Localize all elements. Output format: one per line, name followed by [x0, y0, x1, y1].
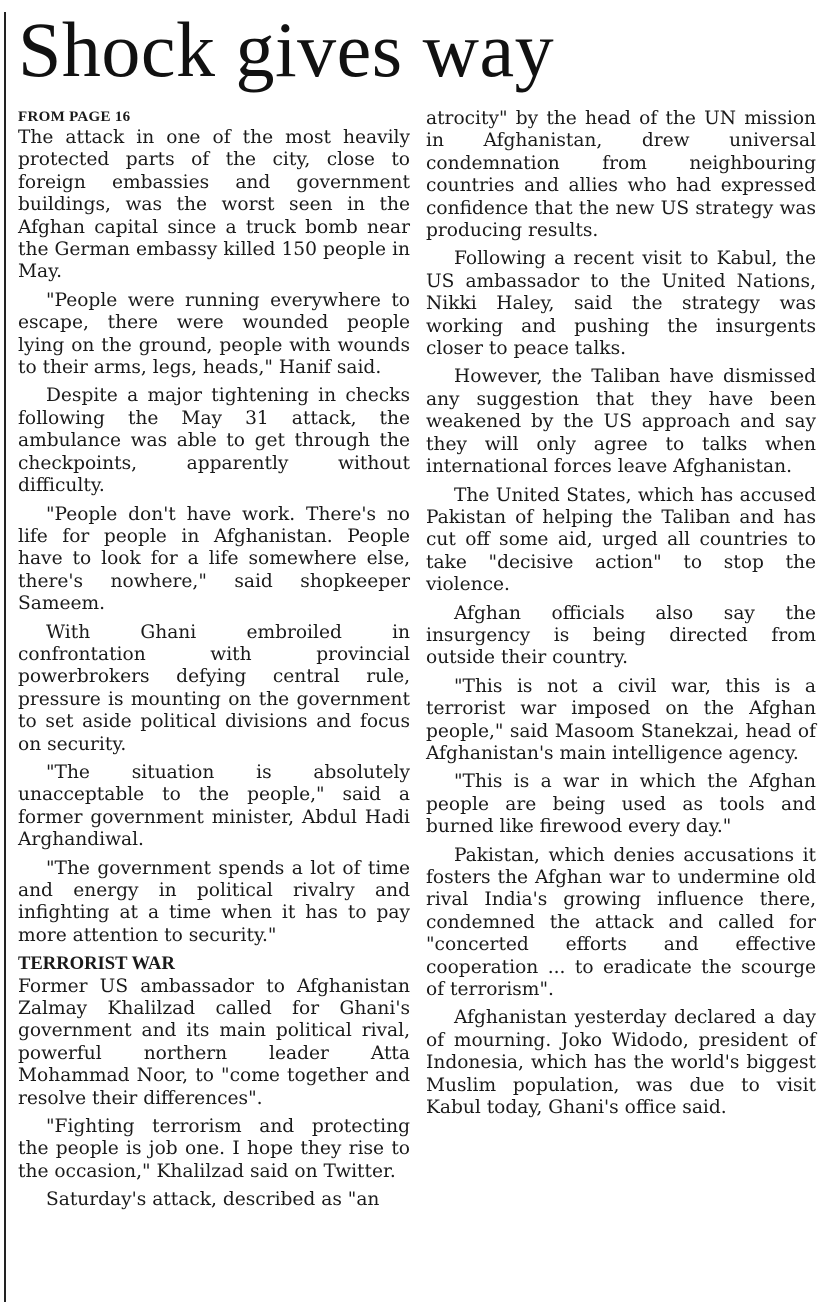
- paragraph: Pakistan, which denies accusations it fosters the Afghan war to undermine old rival India's growing influence there, condemned the attack and called for "concerted efforts and effective cooperation ... to eradicate the scourge of terrorism".: [426, 844, 816, 1001]
- column-rule: [4, 12, 6, 1302]
- article-column-left: [18, 108, 410, 1218]
- article-column-right: [426, 108, 816, 1125]
- jump-line: FROM PAGE 16: [18, 109, 131, 125]
- paragraph: Despite a major tightening in checks following the May 31 attack, the ambulance was able to get through the checkpoints, apparently without difficulty.: [18, 385, 410, 497]
- paragraph: Former US ambassador to Afghanistan Zalmay Khalilzad called for Ghani's government and its main political rival, powerful northern leader Atta Mohammad Noor, to "come together and resolve their differences".: [18, 975, 410, 1109]
- paragraph: Saturday's attack, described as "an: [46, 1189, 380, 1211]
- paragraph: "The situation is absolutely unacceptable to the people," said a former government minister, Abdul Hadi Arghandiwal.: [18, 761, 410, 851]
- paragraph: "People don't have work. There's no life for people in Afghanistan. People have to look for a life somewhere else, there's nowhere," said shopkeeper Sameem.: [18, 503, 410, 615]
- paragraph: Following a recent visit to Kabul, the US ambassador to the United Nations, Nikki Haley, said the strategy was working and pushing the insurgents closer to peace talks.: [426, 248, 816, 360]
- subhead: TERRORIST WAR: [18, 953, 175, 975]
- paragraph: "This is not a civil war, this is a terrorist war imposed on the Afghan people," said Masoom Stanekzai, head of Afghanistan's main intelligence agency.: [426, 675, 816, 764]
- paragraph: Afghanistan yesterday declared a day of mourning. Joko Widodo, president of Indonesia, which has the world's biggest Muslim population, was due to visit Kabul today, Ghani's office said.: [426, 1007, 816, 1119]
- paragraph: "This is a war in which the Afghan people are being used as tools and burned like firewood every day.": [426, 771, 816, 838]
- paragraph: The attack in one of the most heavily protected parts of the city, close to foreign embassies and government buildings, was the worst seen in the Afghan capital since a truck bomb near the German embassy killed 150 people in May.: [18, 127, 410, 283]
- paragraph: "The government spends a lot of time and energy in political rivalry and infighting at a time when it has to pay more attention to security.": [18, 857, 410, 946]
- headline: Shock gives way: [18, 6, 555, 93]
- paragraph: However, the Taliban have dismissed any suggestion that they have been weakened by the US approach and say they will only agree to talks when international forces leave Afghanistan.: [426, 366, 816, 478]
- paragraph: "Fighting terrorism and protecting the people is job one. I hope they rise to the occasion," Khalilzad said on Twitter.: [18, 1116, 410, 1182]
- paragraph: atrocity" by the head of the UN mission in Afghanistan, drew universal condemnation from neighbouring countries and allies who had expressed confidence that the new US strategy was producing results.: [426, 108, 816, 242]
- paragraph: The United States, which has accused Pakistan of helping the Taliban and has cut off some aid, urged all countries to take "decisive action" to stop the violence.: [426, 484, 816, 596]
- paragraph: Afghan officials also say the insurgency is being directed from outside their country.: [426, 602, 816, 669]
- paragraph: "People were running everywhere to escape, there were wounded people lying on the ground, people with wounds to their arms, legs, heads," Hanif said.: [18, 289, 410, 379]
- paragraph: With Ghani embroiled in confrontation with provincial powerbrokers defying central rule, pressure is mounting on the government to set aside political divisions and focus on security.: [18, 621, 410, 755]
